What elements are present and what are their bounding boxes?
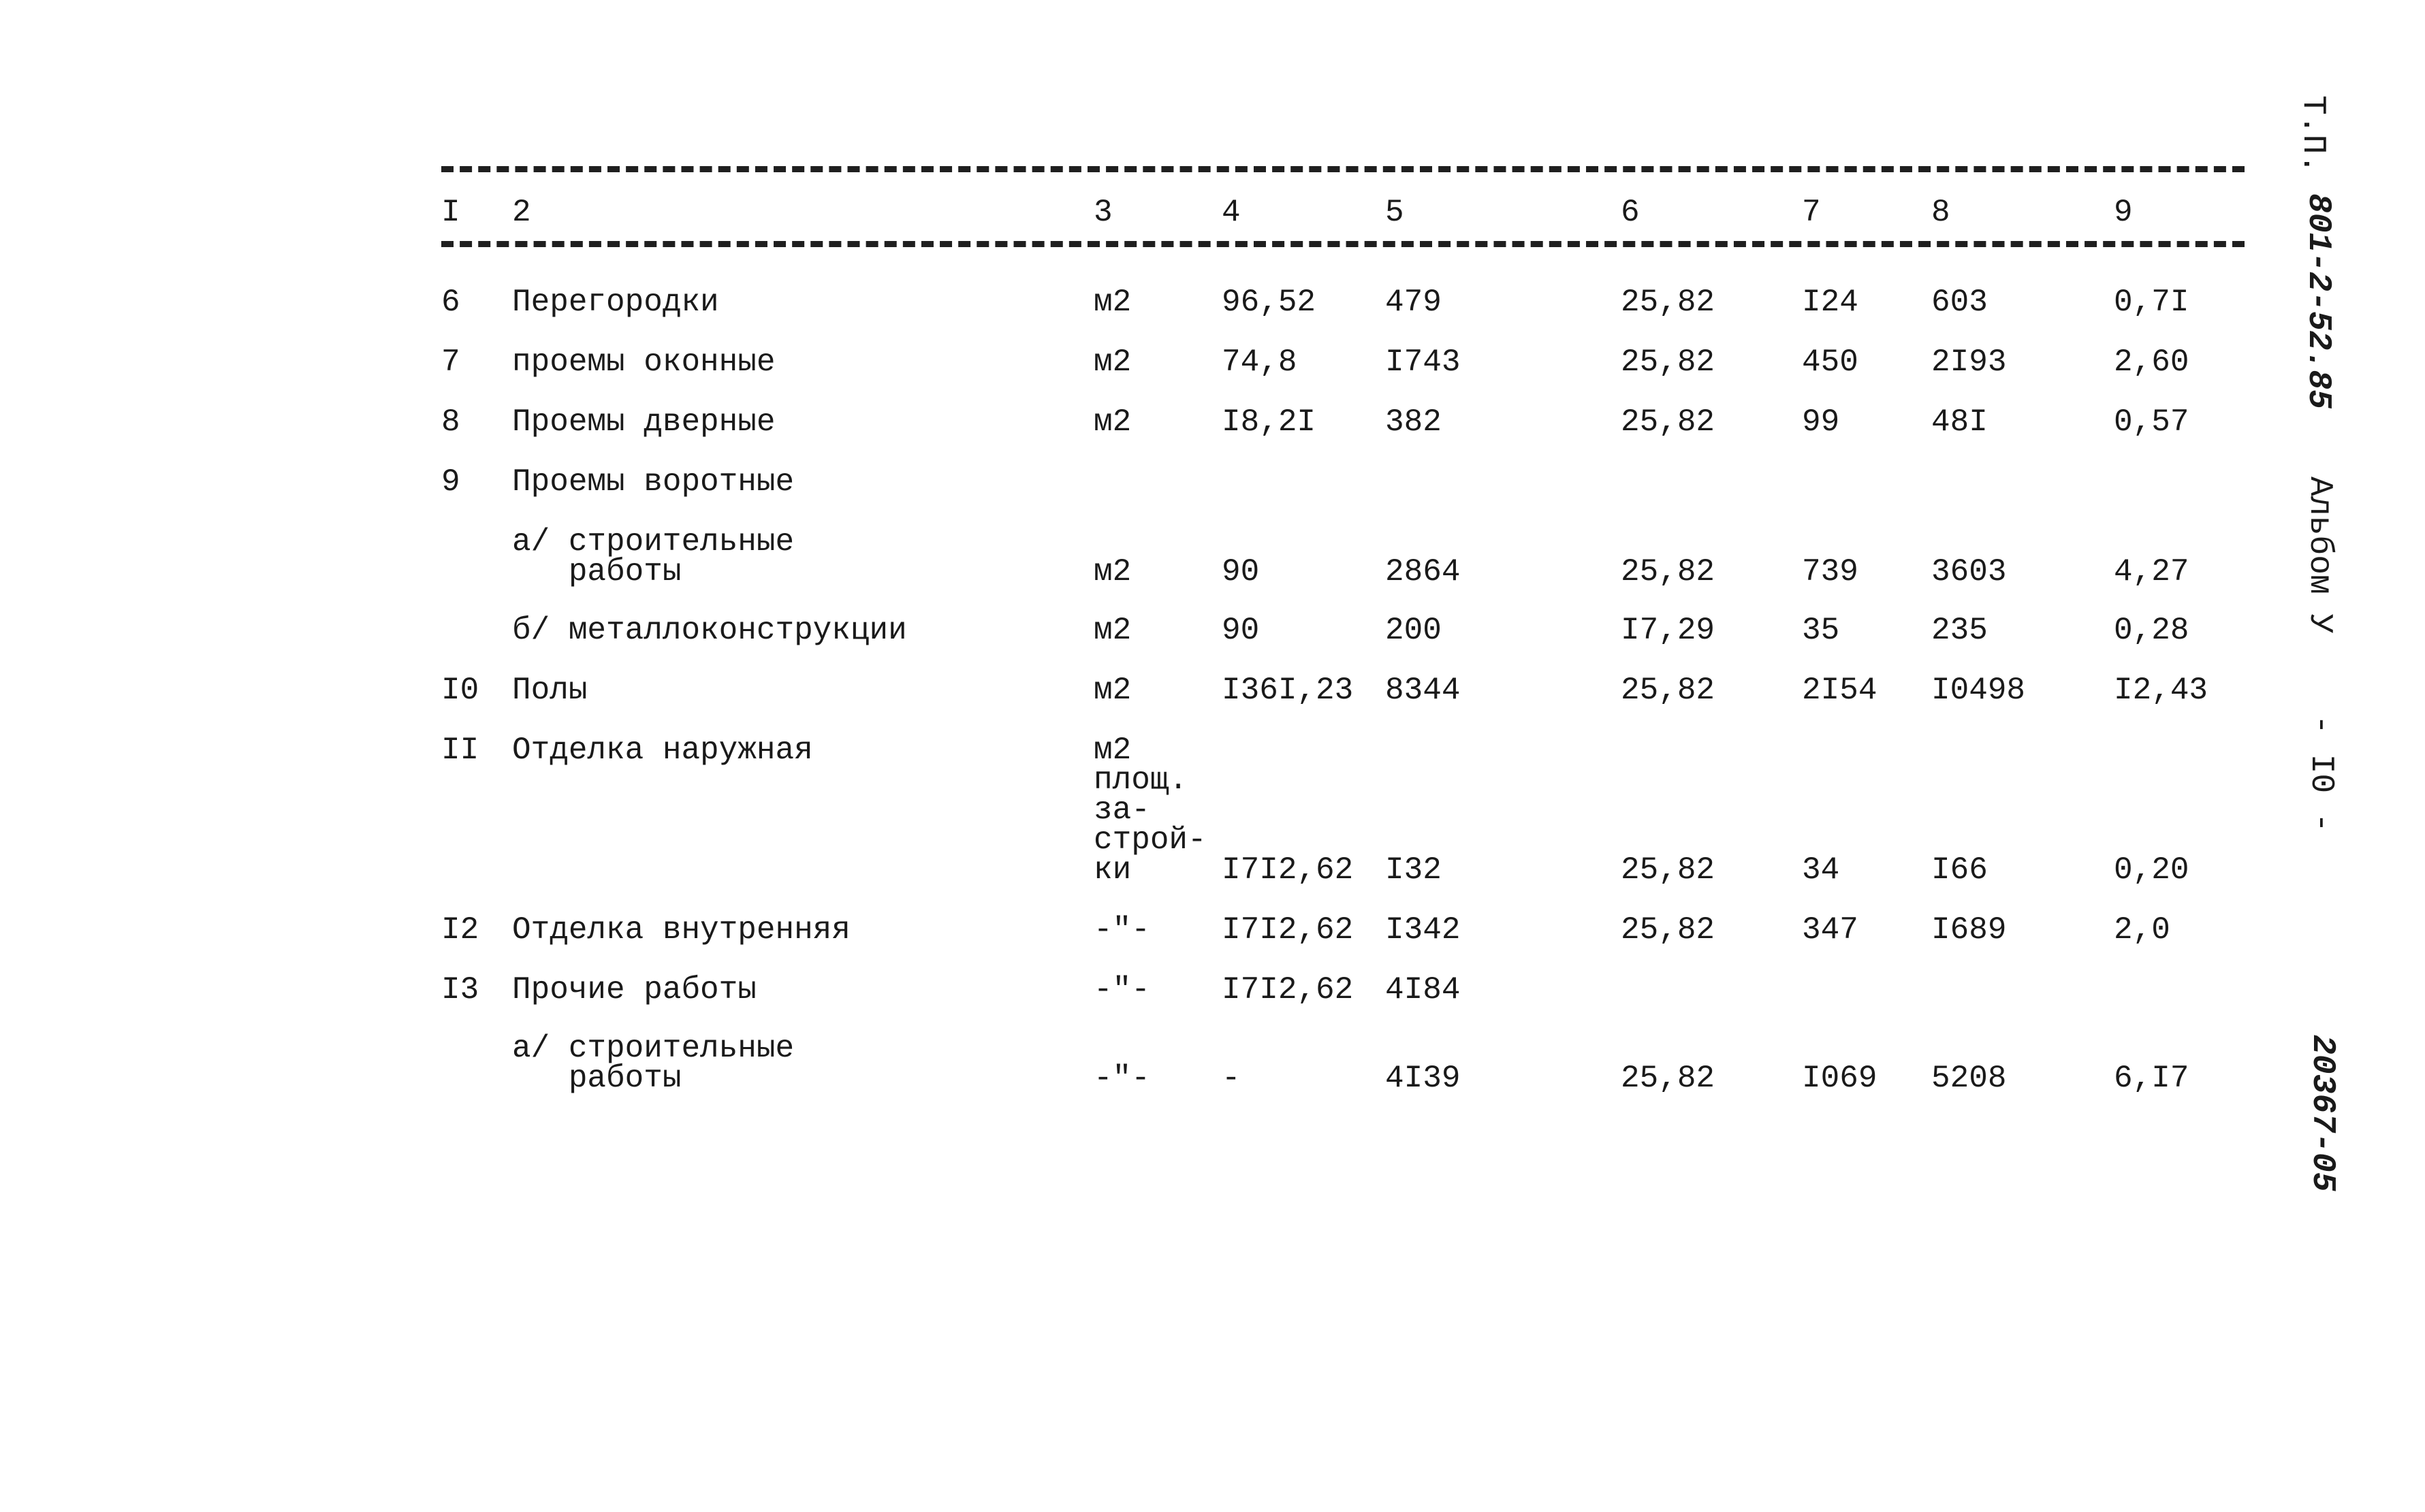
row-col-8: I0498 [1931,673,2026,708]
header-col-2: 2 [512,195,531,230]
row-col-9: 0,57 [2114,404,2189,440]
row-name: Отделка наружная [512,733,813,768]
row-unit: м2 [1094,344,1132,380]
row-name: б/ металлоконструкции [512,613,907,648]
project-code: 801-2-52.85 [2300,193,2336,409]
row-col-7: 347 [1802,912,1858,948]
row-col-8: I66 [1931,852,1988,888]
row-name: Перегородки [512,285,719,320]
row-col-5: I342 [1385,912,1461,948]
row-col-8: I689 [1931,912,2007,948]
row-col-5: 479 [1385,285,1442,320]
row-unit: м2 [1094,613,1132,648]
row-col-7: 739 [1802,554,1858,590]
row-col-4: I7I2,62 [1222,852,1354,888]
row-col-5: 4I84 [1385,972,1461,1008]
row-col-9: 2,0 [2114,912,2170,948]
row-col-9: 6,I7 [2114,1061,2189,1096]
row-unit: -"- [1094,1061,1150,1096]
row-col-5: I743 [1385,344,1461,380]
row-name: Проемы дверные [512,404,776,440]
header-col-6: 6 [1621,195,1640,230]
row-col-5: 382 [1385,404,1442,440]
inventory-number: 20367-05 [2304,1035,2341,1192]
row-name: Проемы воротные [512,464,795,500]
row-col-7: 450 [1802,344,1858,380]
row-col-4: I7I2,62 [1222,912,1354,948]
header-col-5: 5 [1385,195,1404,230]
row-col-9: 0,20 [2114,852,2189,888]
row-col-7: 34 [1802,852,1840,888]
row-col-6: 25,82 [1621,673,1715,708]
row-number: 6 [441,285,460,320]
row-number: 8 [441,404,460,440]
row-col-9: 0,7I [2114,285,2189,320]
row-col-5: 4I39 [1385,1061,1461,1096]
row-col-8: 603 [1931,285,1988,320]
row-col-7: 35 [1802,613,1840,648]
row-col-8: 2I93 [1931,344,2007,380]
row-col-5: I32 [1385,852,1442,888]
row-name: проемы оконные [512,344,776,380]
row-col-4: I7I2,62 [1222,972,1354,1008]
album-label: Альбом У [2301,477,2338,634]
row-name: а/ строительные работы [512,524,795,590]
row-unit: м2 [1094,673,1132,708]
row-unit: м2 площ. за- строй- ки [1094,733,1207,888]
row-col-9: 2,60 [2114,344,2189,380]
row-col-5: 2864 [1385,554,1461,590]
row-col-4: 90 [1222,613,1260,648]
row-col-6: 25,82 [1621,912,1715,948]
header-col-7: 7 [1802,195,1821,230]
row-col-9: 4,27 [2114,554,2189,590]
row-name: Прочие работы [512,972,757,1008]
row-col-4: 90 [1222,554,1260,590]
top-dashed-rule [441,166,2245,172]
page-number: - I0 - [2302,715,2339,833]
row-name: Полы [512,673,588,708]
row-col-6: 25,82 [1621,404,1715,440]
row-col-8: 3603 [1931,554,2007,590]
row-col-4: I8,2I [1222,404,1316,440]
row-col-6: 25,82 [1621,852,1715,888]
row-col-9: I2,43 [2114,673,2208,708]
row-unit: м2 [1094,404,1132,440]
header-col-3: 3 [1094,195,1113,230]
row-name: а/ строительные работы [512,1031,795,1096]
row-unit: м2 [1094,554,1132,590]
row-col-4: - [1222,1061,1241,1096]
row-number: II [441,733,479,768]
row-number: I2 [441,912,479,948]
row-col-6: 25,82 [1621,1061,1715,1096]
row-col-8: 48I [1931,404,1988,440]
row-col-7: I069 [1802,1061,1877,1096]
row-unit: -"- [1094,912,1150,948]
row-col-7: I24 [1802,285,1858,320]
row-col-7: 99 [1802,404,1840,440]
row-col-4: I36I,23 [1222,673,1354,708]
row-col-6: 25,82 [1621,554,1715,590]
row-col-5: 8344 [1385,673,1461,708]
row-col-9: 0,28 [2114,613,2189,648]
row-col-6: 25,82 [1621,344,1715,380]
row-col-7: 2I54 [1802,673,1877,708]
row-name: Отделка внутренняя [512,912,851,948]
header-dashed-rule [441,241,2245,247]
row-number: 7 [441,344,460,380]
tp-label: Т.П. [2294,95,2331,174]
row-unit: -"- [1094,972,1150,1008]
row-number: 9 [441,464,460,500]
header-col-8: 8 [1931,195,1950,230]
row-col-4: 74,8 [1222,344,1297,380]
row-number: I3 [441,972,479,1008]
row-unit: м2 [1094,285,1132,320]
row-col-4: 96,52 [1222,285,1316,320]
header-col-9: 9 [2114,195,2133,230]
row-col-8: 235 [1931,613,1988,648]
row-col-5: 200 [1385,613,1442,648]
row-col-6: 25,82 [1621,285,1715,320]
header-col-4: 4 [1222,195,1241,230]
row-col-6: I7,29 [1621,613,1715,648]
row-number: I0 [441,673,479,708]
row-col-8: 5208 [1931,1061,2007,1096]
header-col-1: I [441,195,460,230]
